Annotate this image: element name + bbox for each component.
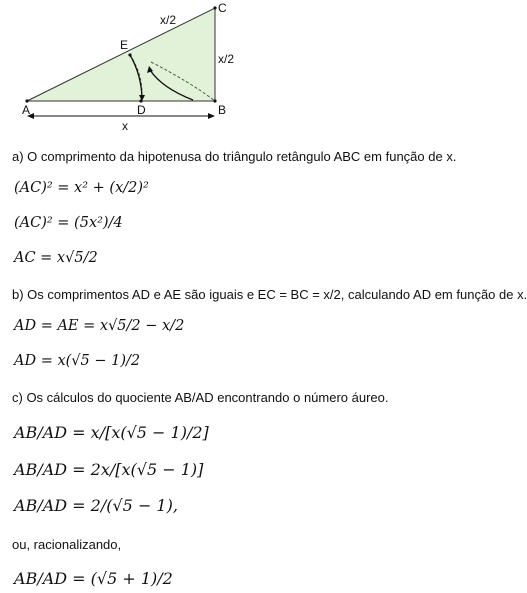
equation-ac-squared-simplified: (AC)² = (5x²)/4 (14, 215, 123, 231)
equation-ad-ae: AD = AE = x√5/2 − x/2 (14, 318, 185, 334)
label-d: D (137, 103, 146, 117)
label-base-x: x (122, 119, 128, 133)
label-b: B (218, 103, 227, 117)
label-a: A (22, 103, 31, 117)
label-e: E (120, 38, 129, 52)
equation-golden-ratio: AB/AD = (√5 + 1)/2 (14, 569, 173, 588)
note-rationalizing: ou, racionalizando, (12, 537, 122, 552)
point-c (213, 6, 216, 9)
equation-ratio-2: AB/AD = 2x/[x(√5 − 1)] (14, 460, 204, 479)
equation-ad: AD = x(√5 − 1)/2 (14, 353, 141, 369)
triangle-abc (27, 8, 215, 101)
question-b: b) Os comprimentos AD e AE são iguais e EC = BC = x/2, calculando AD em função de x. (12, 287, 527, 302)
point-e (128, 53, 131, 56)
question-c: c) Os cálculos do quociente AB/AD encontrando o número áureo. (12, 390, 389, 405)
label-hyp-half: x/2 (160, 13, 177, 27)
triangle-figure (0, 0, 527, 140)
equation-ratio-1: AB/AD = x/[x(√5 − 1)/2] (14, 423, 209, 442)
point-b (213, 99, 216, 102)
label-side-bc: x/2 (218, 52, 235, 66)
equation-ratio-3: AB/AD = 2/(√5 − 1), (14, 496, 178, 515)
dimension-arrow-right (208, 113, 215, 119)
question-a: a) O comprimento da hipotenusa do triângulo retângulo ABC em função de x. (12, 149, 457, 164)
label-c: C (218, 1, 227, 15)
equation-ac-squared: (AC)² = x² + (x/2)² (14, 180, 149, 196)
equation-ac: AC = x√5/2 (14, 250, 98, 266)
